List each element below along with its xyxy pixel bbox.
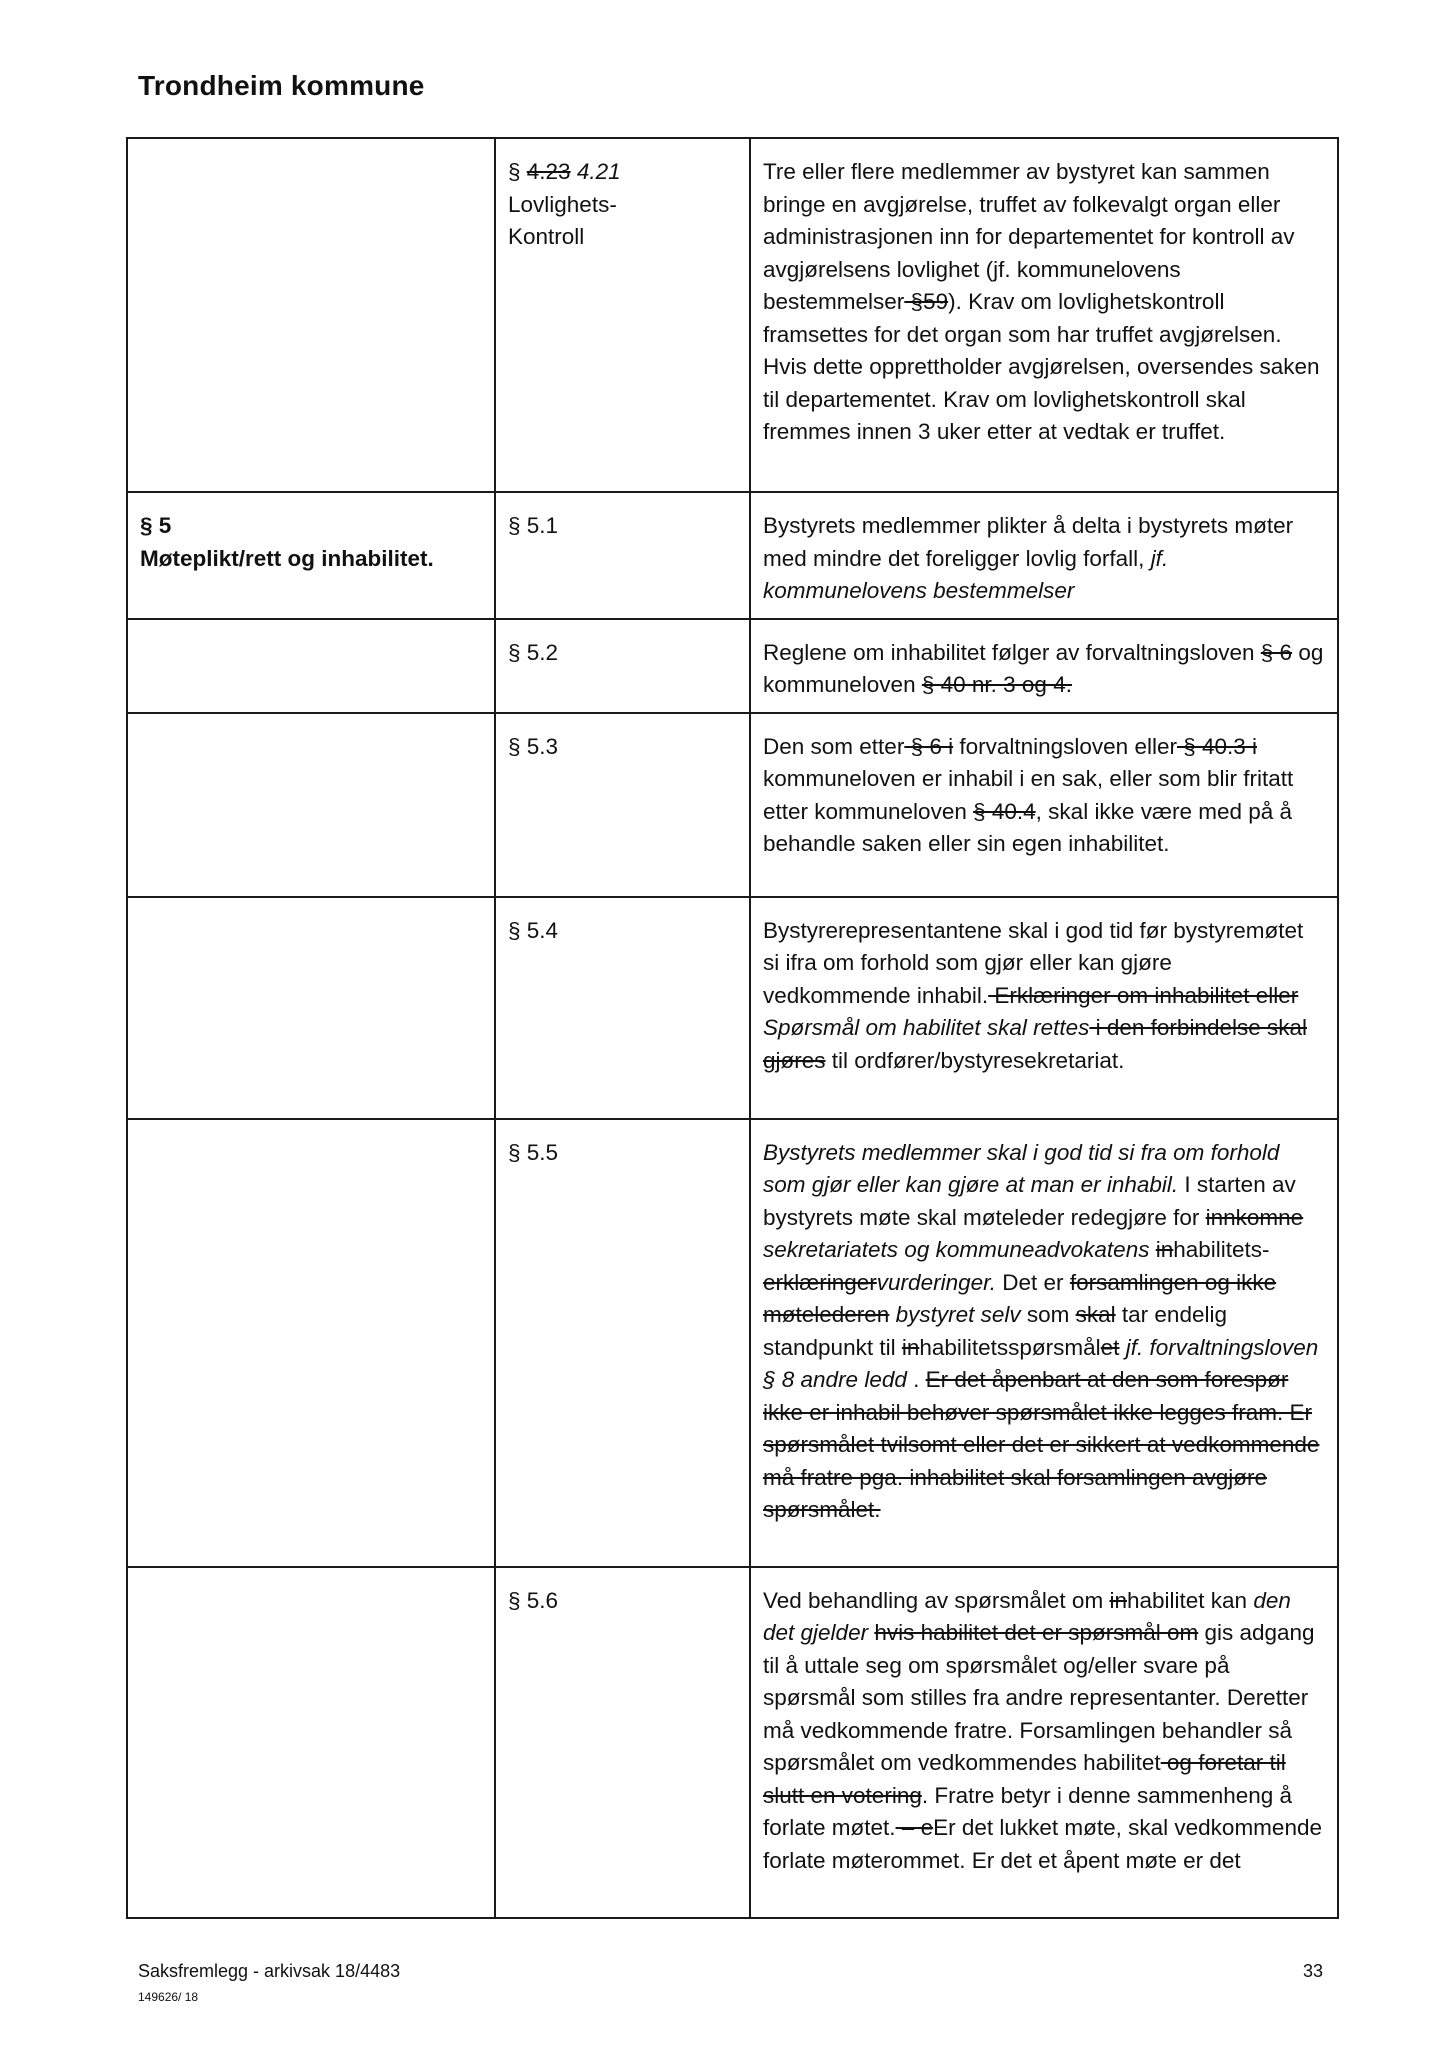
text-run: Ved behandling av spørsmålet om xyxy=(763,1587,1110,1613)
text-run: og kommuneloven xyxy=(763,639,1324,697)
section-cell xyxy=(495,138,750,492)
deleted-text: in xyxy=(901,1334,920,1360)
chapter-cell xyxy=(127,1119,495,1567)
deleted-text: Erklæringer om inhabilitet eller xyxy=(988,982,1299,1008)
section-number: § 5.5 xyxy=(508,1139,559,1165)
text-run: Bystyrets medlemmer plikter å delta i bystyrets møter med mindre det foreligger lovlig forfall, xyxy=(763,513,1294,571)
chapter-cell xyxy=(127,619,495,713)
chapter-cell xyxy=(127,713,495,897)
inserted-section-number: 4.21 xyxy=(570,159,621,184)
text-run: habilitetsspørsmål xyxy=(919,1334,1101,1360)
section-title-line: Lovlighets- xyxy=(508,191,617,217)
text-run: gis adgang til å uttale seg om spørsmålet og/eller svare på spørsmål som stilles fra andre representanter. Deretter må vedkommende fratre. Forsamlingen behandler så spørsmålet om vedkommendes habilitet xyxy=(763,1620,1315,1775)
text-run: kommuneloven er inhabil i en sak, eller som blir fritatt etter kommuneloven xyxy=(763,766,1294,824)
deleted-section-number: 4.23 xyxy=(526,159,571,184)
rule-text xyxy=(750,138,1338,492)
section-number: § 5.4 xyxy=(508,917,559,943)
rule-text xyxy=(750,897,1338,1119)
page-number: 33 xyxy=(1303,1961,1324,1981)
deleted-text: forsamlingen og ikke møtelederen xyxy=(763,1269,1277,1327)
text-run: Den som etter xyxy=(763,733,905,759)
inserted-text: den det gjelder xyxy=(763,1587,1291,1645)
text-run: til ordfører/bystyresekretariat. xyxy=(825,1047,1125,1073)
chapter-title: Møteplikt/rett og inhabilitet. xyxy=(140,545,434,571)
table-row xyxy=(127,897,1338,1119)
chapter-number: § 5 xyxy=(140,513,172,538)
deleted-text: in xyxy=(1109,1587,1127,1613)
text-run: habilitet kan xyxy=(1126,1587,1254,1613)
inserted-text: vurderinger. xyxy=(876,1269,997,1295)
chapter-cell xyxy=(127,897,495,1119)
inserted-text: Bystyrets medlemmer skal i god tid si fra om forhold som gjør eller kan gjøre at man er inhabil. xyxy=(763,1139,1280,1197)
table-row xyxy=(127,619,1338,713)
deleted-text: et xyxy=(1100,1334,1120,1360)
footer-code: 149626/ 18 xyxy=(138,1990,199,2004)
deleted-text: i den forbindelse skal gjøres xyxy=(763,1015,1308,1073)
table-row xyxy=(127,138,1338,492)
inserted-text: sekretariatets og kommuneadvokatens xyxy=(763,1237,1150,1262)
section-number: § 4.23 4.21 xyxy=(508,159,621,184)
section-cell xyxy=(495,1567,750,1918)
deleted-text: og foretar til slutt en votering xyxy=(763,1750,1286,1808)
section-cell xyxy=(495,713,750,897)
deleted-text: – e xyxy=(895,1815,934,1840)
text-run: Reglene om inhabilitet følger av forvaltningsloven xyxy=(763,639,1261,665)
text-run: Er det lukket møte, skal vedkommende forlate møterommet. Er det et åpent møte er det xyxy=(763,1815,1322,1873)
section-cell xyxy=(495,897,750,1119)
table-row xyxy=(127,492,1338,619)
deleted-text: § 40.3 i xyxy=(1176,733,1258,759)
rule-text xyxy=(750,619,1338,713)
table-row xyxy=(127,1567,1338,1918)
text-run: I starten av bystyrets møte skal møteleder redegjøre for xyxy=(763,1172,1296,1230)
footer-case-label: Saksfremlegg - arkivsak 18/4483 xyxy=(138,1961,401,1981)
text-run: forvaltningsloven eller xyxy=(953,733,1177,759)
rule-text xyxy=(750,1567,1338,1918)
text-run: habilitets- xyxy=(1173,1237,1270,1262)
text-run: Det er xyxy=(996,1269,1070,1295)
inserted-text: bystyret selv xyxy=(895,1302,1021,1327)
section-cell xyxy=(495,619,750,713)
text-run: . xyxy=(906,1367,926,1392)
section-number: § 5.1 xyxy=(508,513,559,538)
table-row xyxy=(127,1119,1338,1567)
inserted-text: jf. forvaltningsloven § 8 andre ledd xyxy=(763,1334,1319,1392)
inserted-text: Spørsmål om habilitet skal rettes xyxy=(763,1015,1090,1040)
rule-text xyxy=(750,492,1338,619)
text-run: . Fratre betyr i denne sammenheng å forlate møtet. xyxy=(763,1782,1293,1840)
deleted-text: hvis habilitet det er spørsmål om xyxy=(874,1620,1199,1645)
deleted-text: §59 xyxy=(904,289,949,314)
table-row xyxy=(127,713,1338,897)
section-number: § 5.6 xyxy=(508,1587,559,1613)
text-run: ). Krav om lovlighetskontroll framsettes for det organ som har truffet avgjørelsen. Hvis dette opprettholder avgjørelsen, oversendes saken til departementet. Krav om lovlighetskontroll skal fremmes innen 3 uker etter at vedtak er truffet. xyxy=(763,289,1320,444)
chapter-cell xyxy=(127,492,495,619)
text-run: Tre eller flere medlemmer av bystyret kan sammen bringe en avgjørelse, truffet av folkevalgt organ eller administrasjonen inn for departementet for kontroll av avgjørelsens lovlighet (jf. kommunelovens bestemmelser xyxy=(763,159,1295,314)
deleted-text: § 6 i xyxy=(904,733,954,759)
text-run: , skal ikke være med på å behandle saken eller sin egen inhabilitet. xyxy=(763,798,1293,856)
section-title-line: Kontroll xyxy=(508,224,585,249)
inserted-text: jf. kommunelovens bestemmelser xyxy=(763,545,1169,603)
text-run: Bystyrerepresentantene skal i god tid før bystyremøtet si ifra om forhold som gjør eller kan gjøre vedkommende inhabil. xyxy=(763,917,1304,1008)
deleted-text: erklæringer xyxy=(763,1269,877,1295)
rule-text xyxy=(750,1119,1338,1567)
deleted-text: in xyxy=(1155,1237,1174,1262)
section-cell xyxy=(495,492,750,619)
section-number: § 5.3 xyxy=(508,733,559,759)
chapter-cell xyxy=(127,1567,495,1918)
deleted-text: § 40.4 xyxy=(973,798,1036,824)
rules-table xyxy=(126,137,1339,1919)
org-title: Trondheim kommune xyxy=(138,70,425,101)
deleted-text: § 6 xyxy=(1260,639,1293,665)
rule-text xyxy=(750,713,1338,897)
section-number: § 5.2 xyxy=(508,639,559,665)
deleted-text: skal xyxy=(1075,1302,1116,1327)
deleted-text: innkomne xyxy=(1205,1204,1304,1230)
deleted-text: Er det åpenbart at den som forespør ikke er inhabil behøver spørsmålet ikke legges fram. Er spørsmålet tvilsomt eller det er sikkert at vedkommende må fratre pga. inhabilitet skal forsamlingen avgjøre spørsmålet. xyxy=(763,1367,1320,1522)
text-run: tar endelig standpunkt til xyxy=(763,1302,1227,1360)
chapter-cell xyxy=(127,138,495,492)
deleted-text: § 40 nr. 3 og 4. xyxy=(921,672,1072,697)
text-run: som xyxy=(1020,1302,1076,1327)
section-cell xyxy=(495,1119,750,1567)
